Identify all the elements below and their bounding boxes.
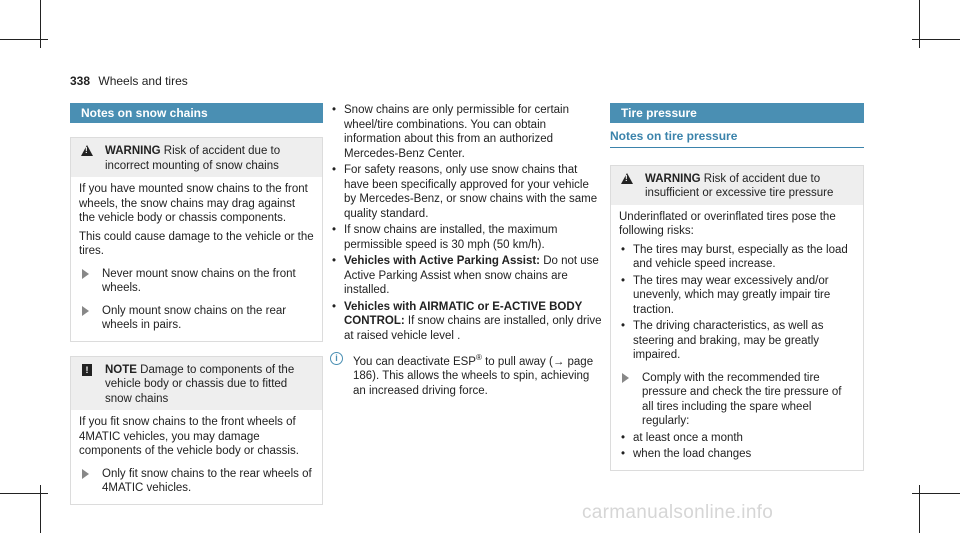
- section-bar: Notes on snow chains: [70, 103, 323, 123]
- list-item: • Vehicles with Active Parking Assist: Do not use Active Parking Assist when snow chains are installed.: [330, 254, 602, 298]
- crop-mark: [919, 0, 920, 48]
- column-left: [70, 103, 323, 505]
- page-reference-link[interactable]: to pull away (→ page 186). This allows the wheels to spin, achieving an increased driving force.: [353, 355, 594, 397]
- instruction-step: Never mount snow chains on the front wheels.: [79, 267, 314, 296]
- crop-mark: [912, 493, 960, 494]
- page-header: [70, 74, 188, 89]
- warning-box: [70, 137, 323, 342]
- info-icon: i: [330, 352, 343, 365]
- note-label: NOTE: [105, 363, 137, 376]
- note-box: [70, 356, 323, 505]
- list-item: • If snow chains are installed, the maximum permissible speed is 30 mph (50 km/h).: [330, 223, 602, 252]
- list-item: • Snow chains are only permissible for certain wheel/tire combinations. You can obtain information about this from an authorized Mercedes-Benz Center.: [330, 103, 602, 161]
- column-right: [610, 103, 864, 471]
- subsection-title: Notes on tire pressure: [610, 129, 864, 148]
- paragraph: If you fit snow chains to the front wheels of 4MATIC vehicles, you may damage components of the vehicle body or chassis.: [79, 416, 299, 457]
- paragraph: Underinflated or overinflated tires pose the following risks:: [619, 210, 836, 237]
- paragraph: If you have mounted snow chains to the front wheels, the snow chains may drag against the vehicle body or chassis components.: [79, 183, 308, 224]
- note-icon: !: [82, 364, 92, 376]
- watermark: carmanualsonline.info: [582, 502, 774, 523]
- crop-mark: [0, 39, 48, 40]
- warning-icon: [621, 173, 633, 184]
- arrow-right-icon: [622, 373, 629, 383]
- page-number: 338: [70, 74, 91, 88]
- bullet-list: [330, 103, 602, 343]
- list-item: • at least once a month: [619, 431, 855, 446]
- warning-label: WARNING: [645, 172, 701, 185]
- crop-mark: [0, 493, 48, 494]
- bullet-list: [619, 243, 855, 363]
- section-title: Wheels and tires: [98, 74, 188, 88]
- warning-text: Risk of accident due to incorrect mounting of snow chains: [105, 145, 281, 172]
- crop-mark: [912, 39, 960, 40]
- arrow-right-icon: [82, 269, 89, 279]
- arrow-right-icon: [82, 469, 89, 479]
- list-item: • The tires may wear excessively and/or unevenly, which may greatly impair tire traction.: [619, 274, 855, 318]
- warning-label: WARNING: [105, 145, 161, 157]
- instruction-step: Comply with the recommended tire pressure and check the tire pressure of all tires including the spare wheel regularly:: [619, 371, 855, 429]
- list-item: • Vehicles with AIRMATIC or E-ACTIVE BODY CONTROL: If snow chains are installed, only drive at raised vehicle level .: [330, 300, 602, 344]
- warning-box: [610, 165, 864, 471]
- list-item: • The tires may burst, especially as the load and vehicle speed increase.: [619, 243, 855, 272]
- info-note: i You can deactivate ESP® to pull away (→ page 186). This allows the wheels to spin, achieving an increased driving force.: [330, 351, 602, 398]
- warning-icon: [81, 145, 93, 156]
- warning-header: [611, 166, 863, 205]
- paragraph: This could cause damage to the vehicle or the tires.: [79, 230, 314, 257]
- instruction-step: Only fit snow chains to the rear wheels of 4MATIC vehicles.: [79, 467, 314, 496]
- note-text: Damage to components of the vehicle body or chassis due to fitted snow chains: [105, 363, 295, 405]
- bullet-list: [619, 431, 855, 462]
- warning-header: [71, 138, 322, 177]
- section-bar: Tire pressure: [610, 103, 864, 123]
- warning-text: Risk of accident due to insufficient or excessive tire pressure: [645, 172, 834, 199]
- list-item: • when the load changes: [619, 447, 855, 462]
- list-item: • The driving characteristics, as well as steering and braking, may be greatly impaired.: [619, 319, 855, 363]
- arrow-right-icon: [82, 306, 89, 316]
- instruction-step: Only mount snow chains on the rear wheels in pairs.: [79, 304, 314, 333]
- list-item: • For safety reasons, only use snow chains that have been specifically approved for your vehicle by Mercedes-Benz, or snow chains with the same quality standard.: [330, 163, 602, 221]
- note-header: [71, 357, 322, 411]
- column-middle: [330, 103, 602, 398]
- crop-mark: [40, 0, 41, 48]
